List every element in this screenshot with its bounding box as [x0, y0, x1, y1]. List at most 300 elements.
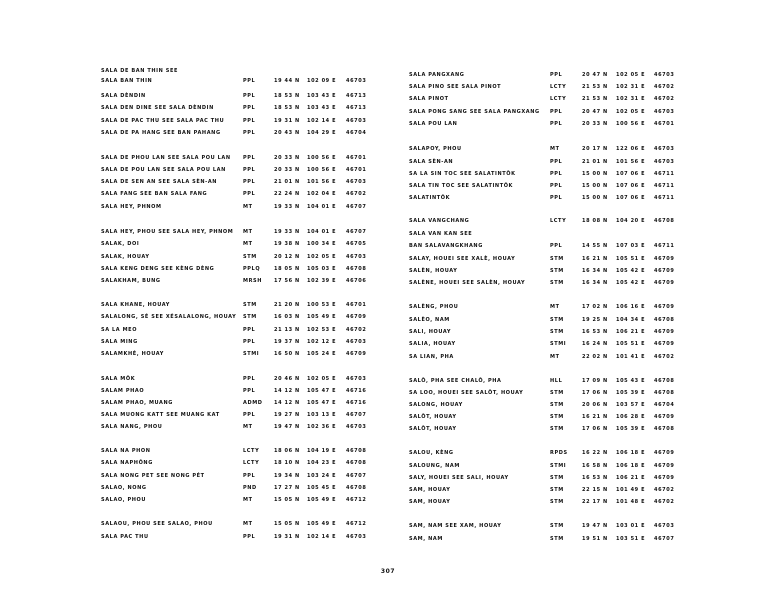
entry-latitude: 14 12 N	[274, 400, 300, 406]
entry-feature-type: STM	[550, 536, 564, 542]
entry-map-code: 46702	[654, 499, 675, 505]
entry-longitude: 103 24 E	[307, 473, 337, 479]
entry-longitude: 102 04 E	[307, 191, 337, 197]
entry-feature-type: PPL	[550, 72, 563, 78]
entry-name: SALÔ, PHA SEE CHALÔ, PHA	[409, 378, 502, 384]
entry-latitude: 20 46 N	[274, 376, 300, 382]
entry-feature-type: RPDS	[550, 450, 568, 456]
entry-latitude: 20 17 N	[582, 146, 608, 152]
entry-map-code: 46709	[654, 475, 675, 481]
entry-longitude: 101 48 E	[616, 499, 646, 505]
entry-feature-type: STM	[243, 314, 257, 320]
entry-name: SALA PANGXANG	[409, 72, 465, 78]
entry-longitude: 100 34 E	[307, 241, 337, 247]
entry-feature-type: PPL	[243, 78, 256, 84]
entry-longitude: 105 49 E	[307, 497, 337, 503]
entry-feature-type: PPL	[550, 109, 563, 115]
entry-map-code: 46713	[346, 93, 367, 99]
entry-latitude: 16 53 N	[582, 475, 608, 481]
entry-longitude: 105 03 E	[307, 266, 337, 272]
entry-name: SALA DE POU LAN SEE SALA POU LAN	[101, 167, 226, 173]
entry-map-code: 46716	[346, 400, 367, 406]
entry-longitude: 104 01 E	[307, 229, 337, 235]
entry-longitude: 100 53 E	[307, 302, 337, 308]
entry-latitude: 14 55 N	[582, 243, 608, 249]
entry-feature-type: PPL	[550, 159, 563, 165]
entry-map-code: 46709	[654, 268, 675, 274]
entry-name: SALA DE PAC THU SEE SALA PAC THU	[101, 118, 225, 124]
entry-feature-type: STM	[550, 499, 564, 505]
entry-feature-type: STM	[550, 268, 564, 274]
entry-feature-type: MT	[550, 146, 560, 152]
entry-feature-type: STM	[550, 414, 564, 420]
entry-map-code: 46711	[654, 171, 675, 177]
entry-longitude: 104 23 E	[307, 460, 337, 466]
entry-longitude: 104 20 E	[616, 218, 646, 224]
entry-name: SALA PINO SEE SALA PINOT	[409, 84, 502, 90]
entry-name: SALAO, PHOU	[101, 497, 147, 503]
entry-name: SALALONG, SÉ SEE XÉSALALONG, HOUAY	[101, 314, 237, 320]
entry-latitude: 17 09 N	[582, 378, 608, 384]
entry-longitude: 102 39 E	[307, 278, 337, 284]
entry-longitude: 102 12 E	[307, 339, 337, 345]
entry-longitude: 105 45 E	[307, 485, 337, 491]
entry-map-code: 46709	[346, 351, 367, 357]
entry-latitude: 17 06 N	[582, 390, 608, 396]
entry-map-code: 46707	[346, 412, 367, 418]
entry-name: SALÔT, HOUAY	[409, 414, 457, 420]
entry-name: SALONG, HOUAY	[409, 402, 463, 408]
entry-longitude: 105 42 E	[616, 280, 646, 286]
entry-name: SALA MUONG KATT SEE MUANG KAT	[101, 412, 220, 418]
entry-feature-type: PPL	[550, 195, 563, 201]
entry-latitude: 14 12 N	[274, 388, 300, 394]
entry-longitude: 103 13 E	[307, 412, 337, 418]
entry-map-code: 46707	[346, 204, 367, 210]
entry-name: SAM, NAM SEE XAM, HOUAY	[409, 523, 502, 529]
entry-feature-type: PPL	[243, 388, 256, 394]
entry-feature-type: PPL	[243, 534, 256, 540]
entry-longitude: 102 14 E	[307, 118, 337, 124]
entry-latitude: 19 47 N	[582, 523, 608, 529]
entry-name: SALÈN, HOUAY	[409, 268, 458, 274]
entry-feature-type: MT	[550, 354, 560, 360]
entry-feature-type: STM	[243, 254, 257, 260]
entry-latitude: 16 58 N	[582, 463, 608, 469]
entry-latitude: 20 06 N	[582, 402, 608, 408]
entry-name: SALA MÔK	[101, 376, 136, 382]
entry-name: SALÈO, NAM	[409, 317, 450, 323]
entry-map-code: 46702	[654, 487, 675, 493]
entry-map-code: 46701	[346, 155, 367, 161]
entry-latitude: 17 27 N	[274, 485, 300, 491]
entry-latitude: 22 24 N	[274, 191, 300, 197]
entry-name: SALA VAN KAN SEE	[409, 231, 473, 237]
entry-longitude: 102 31 E	[616, 84, 646, 90]
entry-feature-type: MT	[550, 304, 560, 310]
entry-name: SALA NONG PET SEE NONG PÉT	[101, 473, 205, 479]
entry-feature-type: PPL	[243, 339, 256, 345]
entry-name: SALÔT, HOUAY	[409, 426, 457, 432]
entry-name: SALA PONG SANG SEE SALA PANGXANG	[409, 109, 540, 115]
entry-feature-type: LCTY	[243, 460, 260, 466]
entry-name: SA LA MEO	[101, 327, 138, 333]
entry-feature-type: PPLQ	[243, 266, 261, 272]
entry-longitude: 103 51 E	[616, 536, 646, 542]
entry-name: SALAY, HOUEI SEE XALÈ, HOUAY	[409, 256, 516, 262]
entry-latitude: 16 22 N	[582, 450, 608, 456]
entry-latitude: 21 01 N	[582, 159, 608, 165]
entry-latitude: 16 24 N	[582, 341, 608, 347]
entry-name: SALA NANG, PHOU	[101, 424, 163, 430]
entry-longitude: 107 06 E	[616, 171, 646, 177]
entry-name: SALA NAPHÔNG	[101, 460, 153, 466]
entry-feature-type: STM	[550, 523, 564, 529]
entry-latitude: 21 20 N	[274, 302, 300, 308]
entry-map-code: 46703	[654, 159, 675, 165]
entry-longitude: 105 39 E	[616, 426, 646, 432]
entry-feature-type: MT	[243, 241, 253, 247]
entry-longitude: 103 01 E	[616, 523, 646, 529]
entry-latitude: 16 34 N	[582, 280, 608, 286]
entry-feature-type: STM	[550, 402, 564, 408]
entry-map-code: 46703	[346, 424, 367, 430]
entry-map-code: 46702	[654, 96, 675, 102]
entry-name: SALY, HOUEI SEE SALI, HOUAY	[409, 475, 509, 481]
entry-feature-type: MT	[243, 497, 253, 503]
entry-map-code: 46709	[654, 280, 675, 286]
entry-map-code: 46703	[346, 254, 367, 260]
entry-feature-type: PPL	[243, 376, 256, 382]
entry-latitude: 19 31 N	[274, 118, 300, 124]
entry-map-code: 46708	[654, 317, 675, 323]
entry-longitude: 106 21 E	[616, 475, 646, 481]
entry-feature-type: STM	[550, 256, 564, 262]
entry-name: SALAO, NONG	[101, 485, 147, 491]
entry-latitude: 19 47 N	[274, 424, 300, 430]
entry-longitude: 105 43 E	[616, 378, 646, 384]
entry-feature-type: STM	[243, 302, 257, 308]
entry-feature-type: STM	[550, 329, 564, 335]
entry-feature-type: LCTY	[550, 218, 567, 224]
entry-feature-type: PPL	[243, 118, 256, 124]
entry-longitude: 122 06 E	[616, 146, 646, 152]
entry-name: SALAKHAM, BUNG	[101, 278, 161, 284]
entry-name: SALOUNG, NAM	[409, 463, 460, 469]
entry-map-code: 46708	[654, 218, 675, 224]
entry-latitude: 20 47 N	[582, 109, 608, 115]
entry-name: SALA TIN TOC SEE SALATINTÔK	[409, 183, 514, 189]
entry-feature-type: STM	[550, 390, 564, 396]
entry-longitude: 102 31 E	[616, 96, 646, 102]
entry-map-code: 46712	[346, 497, 367, 503]
entry-longitude: 102 09 E	[307, 78, 337, 84]
entry-map-code: 46713	[346, 105, 367, 111]
entry-map-code: 46708	[654, 426, 675, 432]
entry-map-code: 46711	[654, 243, 675, 249]
entry-longitude: 106 18 E	[616, 450, 646, 456]
entry-name: SALI, HOUAY	[409, 329, 452, 335]
entry-map-code: 46716	[346, 388, 367, 394]
entry-longitude: 100 56 E	[307, 155, 337, 161]
entry-latitude: 16 34 N	[582, 268, 608, 274]
entry-map-code: 46709	[346, 314, 367, 320]
entry-latitude: 16 21 N	[582, 414, 608, 420]
entry-feature-type: PPL	[243, 105, 256, 111]
entry-name: SALA BAN THIN	[101, 78, 153, 84]
entry-latitude: 16 53 N	[582, 329, 608, 335]
entry-feature-type: PPL	[550, 121, 563, 127]
entry-feature-type: STM	[550, 317, 564, 323]
entry-latitude: 19 31 N	[274, 534, 300, 540]
entry-longitude: 106 16 E	[616, 304, 646, 310]
entry-latitude: 16 03 N	[274, 314, 300, 320]
entry-latitude: 16 21 N	[582, 256, 608, 262]
entry-feature-type: HLL	[550, 378, 563, 384]
entry-latitude: 21 53 N	[582, 84, 608, 90]
entry-latitude: 15 00 N	[582, 183, 608, 189]
entry-name: SALAM PHAO	[101, 388, 145, 394]
entry-name: SA LOO, HOUEI SEE SALÔT, HOUAY	[409, 390, 524, 396]
entry-name: SAM, HOUAY	[409, 487, 451, 493]
entry-latitude: 22 02 N	[582, 354, 608, 360]
entry-feature-type: STMI	[550, 463, 567, 469]
entry-feature-type: PPL	[550, 171, 563, 177]
entry-longitude: 105 42 E	[616, 268, 646, 274]
entry-feature-type: STM	[550, 426, 564, 432]
entry-map-code: 46705	[346, 241, 367, 247]
entry-map-code: 46709	[654, 341, 675, 347]
entry-map-code: 46709	[654, 450, 675, 456]
entry-longitude: 107 06 E	[616, 195, 646, 201]
entry-latitude: 15 05 N	[274, 497, 300, 503]
entry-feature-type: MT	[243, 229, 253, 235]
entry-feature-type: PPL	[243, 327, 256, 333]
entry-map-code: 46703	[346, 376, 367, 382]
entry-latitude: 18 53 N	[274, 93, 300, 99]
entry-map-code: 46703	[654, 523, 675, 529]
entry-longitude: 101 56 E	[307, 179, 337, 185]
entry-longitude: 101 56 E	[616, 159, 646, 165]
entry-latitude: 17 56 N	[274, 278, 300, 284]
entry-feature-type: STMI	[243, 351, 260, 357]
entry-longitude: 103 57 E	[616, 402, 646, 408]
entry-latitude: 18 08 N	[582, 218, 608, 224]
entry-map-code: 46709	[654, 414, 675, 420]
entry-latitude: 22 17 N	[582, 499, 608, 505]
entry-map-code: 46701	[346, 302, 367, 308]
entry-feature-type: MT	[243, 424, 253, 430]
entry-feature-type: PPL	[243, 412, 256, 418]
entry-latitude: 20 47 N	[582, 72, 608, 78]
entry-feature-type: PPL	[550, 243, 563, 249]
entry-name: SA LIAN, PHA	[409, 354, 454, 360]
entry-longitude: 104 29 E	[307, 130, 337, 136]
entry-map-code: 46703	[654, 146, 675, 152]
entry-feature-type: MT	[243, 204, 253, 210]
entry-name: SALA VANGCHANG	[409, 218, 470, 224]
entry-longitude: 102 05 E	[307, 376, 337, 382]
entry-feature-type: STM	[550, 475, 564, 481]
entry-longitude: 102 53 E	[307, 327, 337, 333]
entry-map-code: 46702	[654, 354, 675, 360]
entry-longitude: 101 41 E	[616, 354, 646, 360]
entry-latitude: 20 33 N	[274, 155, 300, 161]
entry-map-code: 46703	[346, 534, 367, 540]
entry-feature-type: PPL	[243, 155, 256, 161]
entry-name: SALAOU, PHOU SEE SALAO, PHOU	[101, 521, 213, 527]
entry-feature-type: STM	[550, 487, 564, 493]
entry-name: SALA DEN DINE SEE SALA DÈNDIN	[101, 105, 214, 111]
entry-map-code: 46711	[654, 183, 675, 189]
entry-latitude: 21 53 N	[582, 96, 608, 102]
entry-latitude: 19 44 N	[274, 78, 300, 84]
entry-feature-type: MRSH	[243, 278, 263, 284]
entry-map-code: 46712	[346, 521, 367, 527]
entry-latitude: 16 50 N	[274, 351, 300, 357]
entry-longitude: 102 05 E	[616, 72, 646, 78]
entry-name: SALÈNG, PHOU	[409, 304, 459, 310]
entry-map-code: 46701	[654, 121, 675, 127]
entry-map-code: 46711	[654, 195, 675, 201]
entry-feature-type: PPL	[243, 179, 256, 185]
entry-latitude: 21 01 N	[274, 179, 300, 185]
entry-name: SALA KHANE, HOUAY	[101, 302, 170, 308]
entry-longitude: 104 19 E	[307, 448, 337, 454]
entry-map-code: 46703	[346, 339, 367, 345]
entry-map-code: 46708	[654, 378, 675, 384]
entry-longitude: 101 49 E	[616, 487, 646, 493]
entry-map-code: 46709	[654, 463, 675, 469]
entry-longitude: 104 01 E	[307, 204, 337, 210]
entry-latitude: 19 33 N	[274, 204, 300, 210]
entry-feature-type: PND	[243, 485, 257, 491]
entry-longitude: 102 05 E	[616, 109, 646, 115]
left-gazetteer-column	[0, 0, 384, 560]
entry-longitude: 105 49 E	[307, 314, 337, 320]
entry-latitude: 19 37 N	[274, 339, 300, 345]
entry-latitude: 19 27 N	[274, 412, 300, 418]
entry-longitude: 105 51 E	[616, 256, 646, 262]
entry-name: SALA SÈN-AN	[409, 159, 454, 165]
page-number: 307	[380, 568, 396, 575]
entry-longitude: 106 21 E	[616, 329, 646, 335]
entry-longitude: 104 34 E	[616, 317, 646, 323]
entry-feature-type: PPL	[243, 191, 256, 197]
entry-name: SALA PAC THU	[101, 534, 149, 540]
entry-longitude: 100 56 E	[307, 167, 337, 173]
entry-feature-type: STMI	[550, 341, 567, 347]
entry-map-code: 46701	[346, 167, 367, 173]
entry-name: SALA NA PHON	[101, 448, 151, 454]
entry-latitude: 15 00 N	[582, 171, 608, 177]
entry-longitude: 105 49 E	[307, 521, 337, 527]
entry-longitude: 103 43 E	[307, 93, 337, 99]
entry-latitude: 19 34 N	[274, 473, 300, 479]
entry-latitude: 17 02 N	[582, 304, 608, 310]
entry-latitude: 18 05 N	[274, 266, 300, 272]
entry-name: SALAM PHAO, MUANG	[101, 400, 173, 406]
entry-feature-type: LCTY	[243, 448, 260, 454]
entry-feature-type: PPL	[550, 183, 563, 189]
entry-latitude: 19 51 N	[582, 536, 608, 542]
entry-feature-type: STM	[550, 280, 564, 286]
entry-longitude: 100 56 E	[616, 121, 646, 127]
entry-longitude: 105 47 E	[307, 400, 337, 406]
entry-name: SALA DE PHOU LAN SEE SALA POU LAN	[101, 155, 231, 161]
entry-map-code: 46702	[654, 84, 675, 90]
entry-latitude: 20 33 N	[582, 121, 608, 127]
entry-feature-type: PPL	[243, 130, 256, 136]
entry-map-code: 46709	[654, 329, 675, 335]
entry-latitude: 19 33 N	[274, 229, 300, 235]
entry-latitude: 18 10 N	[274, 460, 300, 466]
entry-latitude: 18 06 N	[274, 448, 300, 454]
entry-name: SA LA SIN TOC SEE SALATINTÔK	[409, 171, 516, 177]
entry-map-code: 46708	[346, 460, 367, 466]
entry-name: SALÈNE, HOUEI SEE SALÈN, HOUAY	[409, 280, 526, 286]
entry-latitude: 15 05 N	[274, 521, 300, 527]
entry-longitude: 102 36 E	[307, 424, 337, 430]
entry-map-code: 46703	[346, 118, 367, 124]
entry-latitude: 19 25 N	[582, 317, 608, 323]
right-gazetteer-column	[384, 0, 768, 560]
entry-name: SALATINTÔK	[409, 195, 451, 201]
entry-name: SALA KENG DENG SEE KÈNG DÈNG	[101, 266, 215, 272]
entry-latitude: 19 38 N	[274, 241, 300, 247]
entry-map-code: 46708	[346, 448, 367, 454]
entry-feature-type: MT	[243, 521, 253, 527]
entry-latitude: 20 43 N	[274, 130, 300, 136]
entry-map-code: 46702	[346, 327, 367, 333]
entry-longitude: 105 51 E	[616, 341, 646, 347]
entry-name: SALAK, HOUAY	[101, 254, 150, 260]
entry-latitude: 17 06 N	[582, 426, 608, 432]
entry-name: SALIA, HOUAY	[409, 341, 456, 347]
entry-latitude: 21 13 N	[274, 327, 300, 333]
entry-name: SAM, NAM	[409, 536, 443, 542]
entry-map-code: 46708	[346, 266, 367, 272]
entry-longitude: 107 06 E	[616, 183, 646, 189]
entry-feature-type: LCTY	[550, 96, 567, 102]
entry-longitude: 105 24 E	[307, 351, 337, 357]
entry-map-code: 46709	[654, 256, 675, 262]
entry-name: SALA HEY, PHNOM	[101, 204, 162, 210]
entry-name: SALA PINOT	[409, 96, 449, 102]
entry-feature-type: ADMD	[243, 400, 263, 406]
entry-map-code: 46703	[346, 179, 367, 185]
entry-longitude: 106 18 E	[616, 463, 646, 469]
entry-map-code: 46702	[346, 191, 367, 197]
entry-map-code: 46703	[654, 109, 675, 115]
entry-feature-type: PPL	[243, 167, 256, 173]
entry-longitude: 102 14 E	[307, 534, 337, 540]
entry-feature-type: PPL	[243, 473, 256, 479]
entry-name: BAN SALAVANGKHANG	[409, 243, 483, 249]
entry-longitude: 105 47 E	[307, 388, 337, 394]
entry-latitude: 22 15 N	[582, 487, 608, 493]
entry-name: SALAK, DOI	[101, 241, 140, 247]
entry-map-code: 46703	[346, 78, 367, 84]
entry-name: SALAPOY, PHOU	[409, 146, 462, 152]
entry-name: SALA DE PA HANG SEE BAN PAHANG	[101, 130, 221, 136]
entry-longitude: 102 05 E	[307, 254, 337, 260]
entry-name: SALA DE SEN AN SEE SALA SÈN-AN	[101, 179, 218, 185]
entry-map-code: 46703	[654, 72, 675, 78]
entry-map-code: 46706	[346, 278, 367, 284]
entry-map-code: 46708	[346, 485, 367, 491]
entry-latitude: 20 33 N	[274, 167, 300, 173]
